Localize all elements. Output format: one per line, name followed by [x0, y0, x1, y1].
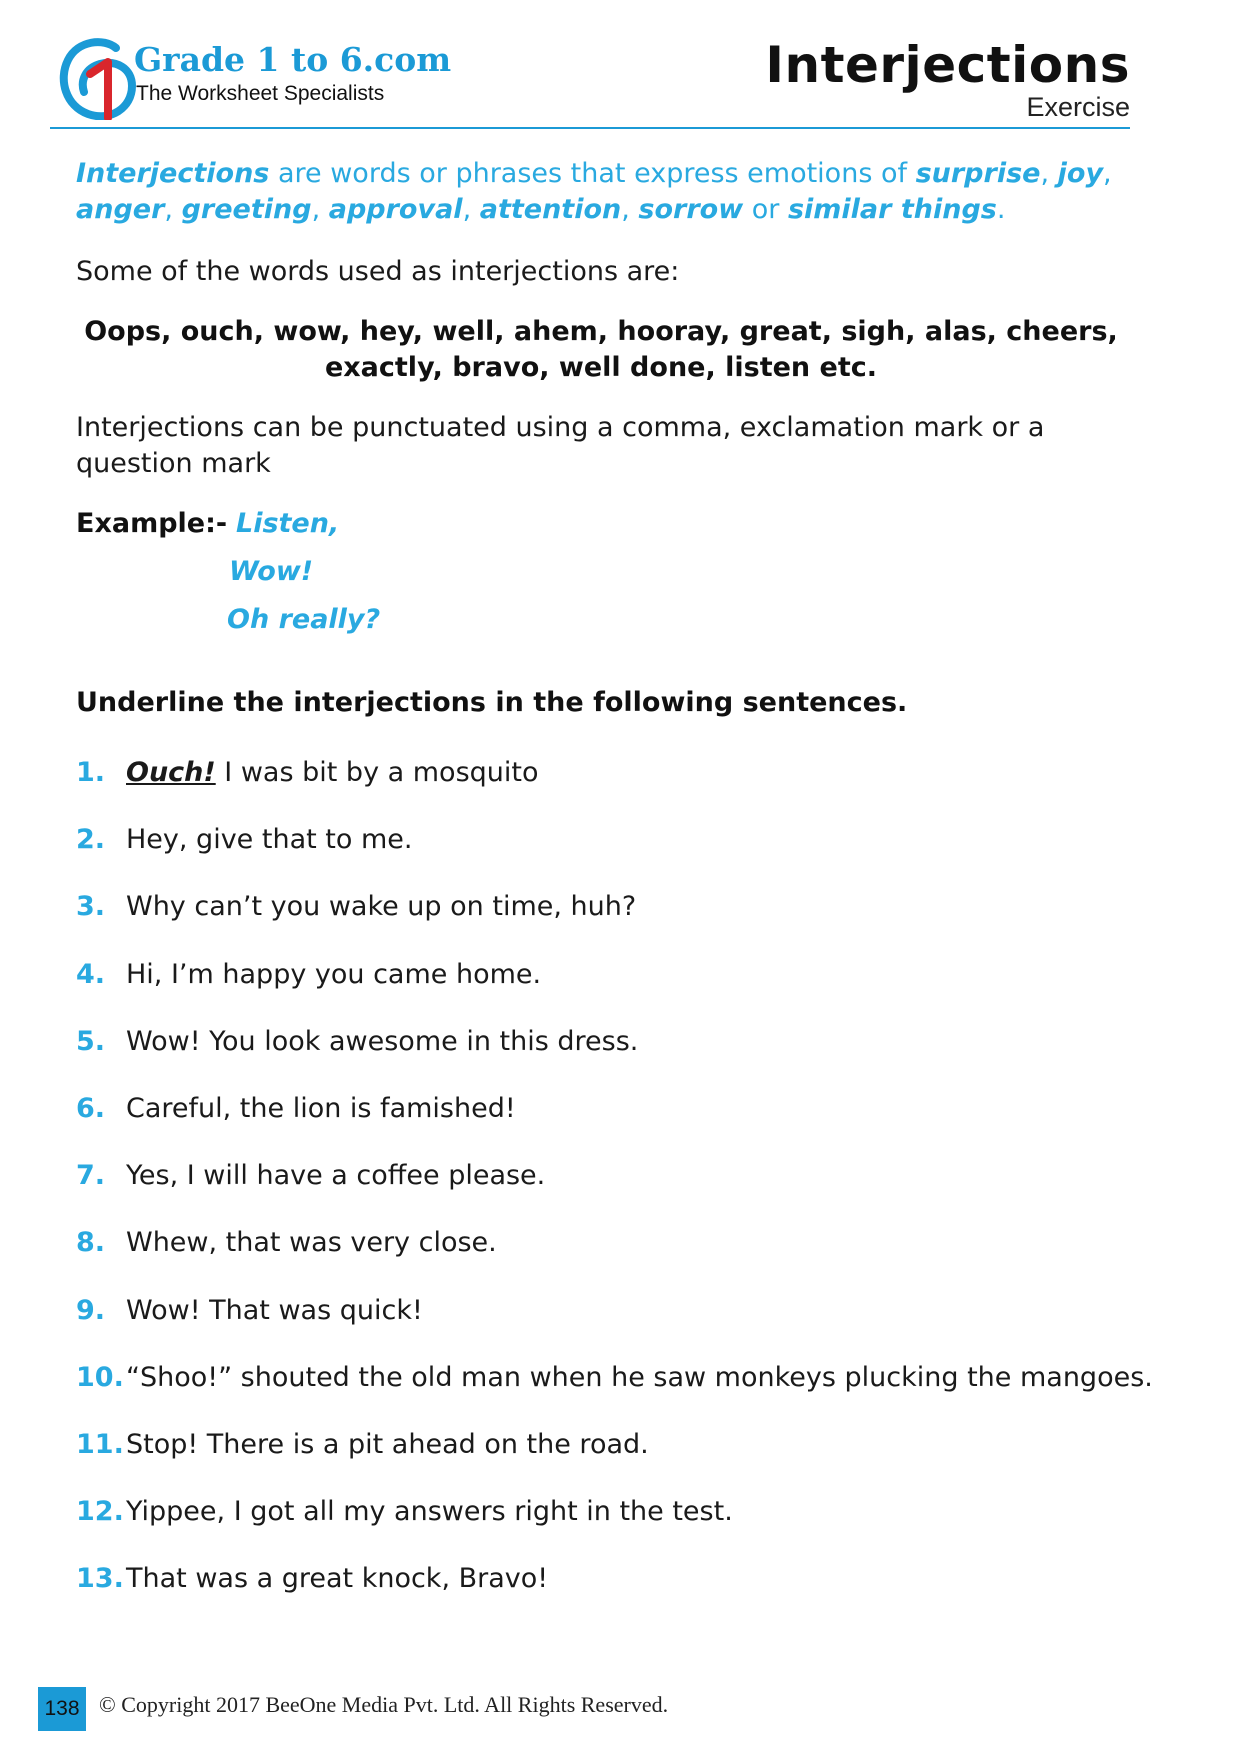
question-sentence: That was a great knock, Bravo!	[126, 1563, 549, 1595]
definition-keyword: approval	[328, 194, 463, 225]
question-sentence: Careful, the lion is famished!	[126, 1092, 516, 1124]
question-sentence: Whew, that was very close.	[126, 1227, 497, 1259]
definition-text: or	[743, 194, 788, 225]
question-number: 8.	[76, 1227, 106, 1259]
question-number: 12.	[76, 1496, 124, 1528]
question-number: 4.	[76, 958, 106, 990]
definition-text: .	[996, 194, 1006, 225]
brand-tagline: The Worksheet Specialists	[136, 82, 385, 105]
question-number: 2.	[76, 824, 106, 856]
definition-text: ,	[164, 194, 182, 225]
example-label: Example:-	[76, 508, 228, 539]
question-sentence: Yes, I will have a coffee please.	[126, 1160, 546, 1192]
definition-keyword: greeting	[181, 194, 312, 225]
question-item	[76, 1561, 1176, 1628]
question-number: 7.	[76, 1160, 106, 1192]
question-number: 5.	[76, 1025, 106, 1057]
question-number: 1.	[76, 757, 106, 788]
page-title: Interjections	[765, 36, 1130, 94]
question-item	[76, 755, 1176, 822]
definition-paragraph	[76, 156, 1166, 228]
question-item	[76, 1427, 1176, 1494]
definition-text: ,	[1040, 158, 1058, 189]
question-sentence: Wow! You look awesome in this dress.	[126, 1025, 639, 1057]
question-item	[76, 957, 1176, 1024]
definition-text: ,	[621, 194, 639, 225]
question-item	[76, 822, 1176, 889]
question-item	[76, 889, 1176, 956]
question-item	[76, 1293, 1176, 1360]
question-item	[76, 1024, 1176, 1091]
site-logo	[56, 34, 142, 120]
question-sentence: I was bit by a mosquito	[215, 757, 539, 788]
underlined-answer: Ouch!	[126, 757, 216, 788]
question-number: 9.	[76, 1294, 106, 1326]
header-divider	[50, 127, 1130, 129]
question-number: 10.	[76, 1361, 124, 1393]
definition-keyword: joy	[1057, 158, 1104, 189]
question-number: 6.	[76, 1092, 106, 1124]
definition-text: are words or phrases that express emotions of	[269, 158, 916, 189]
definition-text: ,	[311, 194, 329, 225]
question-sentence: Wow! That was quick!	[126, 1294, 423, 1326]
question-sentence: Yippee, I got all my answers right in the test.	[126, 1496, 733, 1528]
question-sentence: Why can’t you wake up on time, huh?	[126, 891, 637, 923]
question-item	[76, 1494, 1176, 1561]
question-sentence: Hey, give that to me.	[126, 824, 413, 856]
example-item: Listen,	[236, 508, 340, 539]
definition-keyword: similar things	[787, 194, 997, 225]
punctuation-note: Interjections can be punctuated using a comma, exclamation mark or a question mark	[76, 412, 1045, 479]
example-item: Oh really?	[227, 604, 381, 635]
question-sentence: “Shoo!” shouted the old man when he saw monkeys plucking the mangoes.	[126, 1361, 1153, 1393]
page-subtitle: Exercise	[1026, 92, 1130, 122]
definition-text: ,	[1103, 158, 1112, 189]
brand-name: Grade 1 to 6.com	[134, 40, 452, 79]
question-item	[76, 1225, 1176, 1292]
definition-text: ,	[462, 194, 480, 225]
question-sentence: Hi, I’m happy you came home.	[126, 958, 542, 990]
definition-keyword: sorrow	[638, 194, 744, 225]
question-item	[76, 1091, 1176, 1158]
example-item: Wow!	[229, 556, 314, 587]
question-item	[76, 1158, 1176, 1225]
interjection-word-list: Oops, ouch, wow, hey, well, ahem, hooray, great, sigh, alas, cheers, exactly, bravo, well done, listen etc.	[84, 316, 1118, 383]
page-number: 138	[38, 1687, 86, 1731]
question-list	[76, 755, 1176, 1628]
exercise-instruction: Underline the interjections in the following sentences.	[76, 687, 908, 718]
question-number: 3.	[76, 891, 106, 923]
copyright-notice: © Copyright 2017 BeeOne Media Pvt. Ltd. All Rights Reserved.	[99, 1692, 669, 1717]
question-number: 13.	[76, 1563, 124, 1595]
definition-keyword: surprise	[915, 158, 1041, 189]
question-item	[76, 1360, 1176, 1427]
definition-keyword: attention	[479, 194, 622, 225]
question-sentence: Stop! There is a pit ahead on the road.	[126, 1428, 649, 1460]
intro-text: Some of the words used as interjections are:	[76, 256, 680, 287]
definition-keyword: anger	[76, 194, 165, 225]
question-number: 11.	[76, 1428, 124, 1460]
question-text	[126, 755, 539, 791]
definition-keyword: Interjections	[76, 158, 270, 189]
